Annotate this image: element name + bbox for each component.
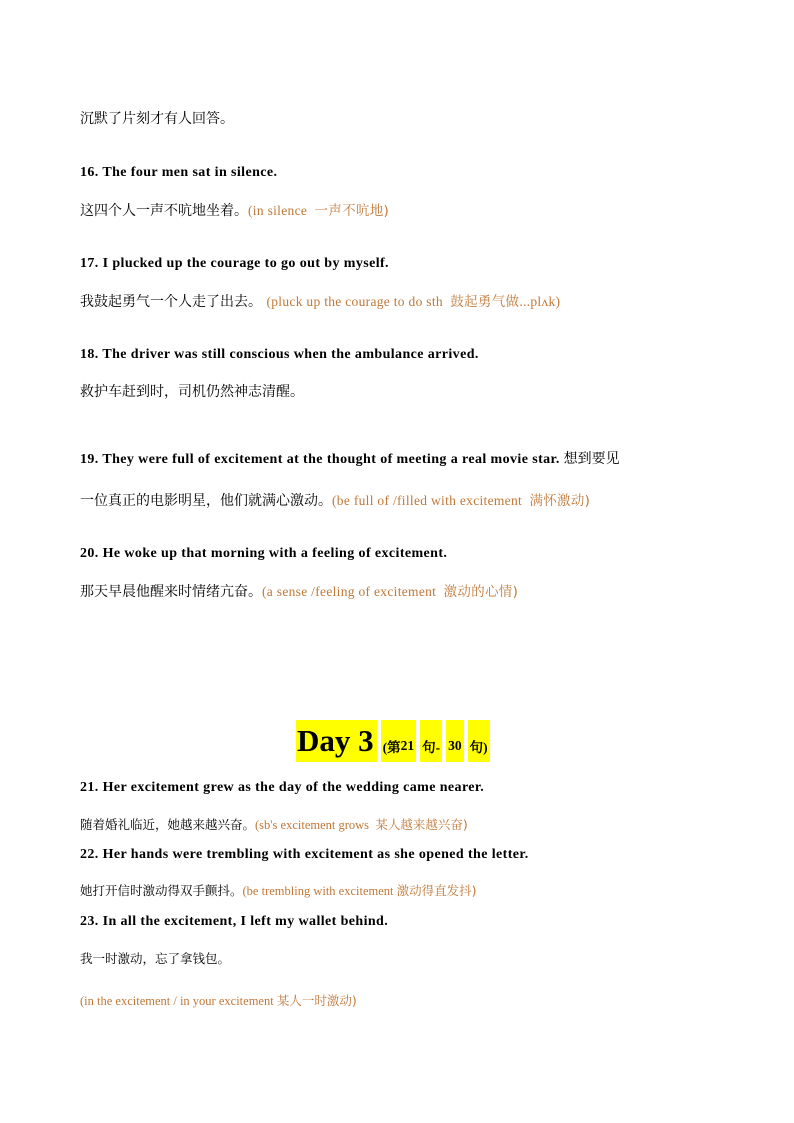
note-22-zh: 激动得直发抖): [396, 883, 477, 898]
sentence-19-note: [332, 493, 590, 508]
note-17-tail: ...plʌk): [519, 294, 561, 309]
sentence-19-en-line: [80, 448, 620, 468]
section-heading: [296, 720, 494, 762]
sentence-17-en: 17. I plucked up the courage to go out by myself.: [80, 256, 389, 271]
note-20-en: (a sense /feeling of excitement: [262, 584, 437, 599]
note-16-en: (in silence: [248, 203, 308, 218]
subtitle-start-number: 21: [400, 738, 415, 753]
sentence-22-zh-line: [80, 881, 477, 899]
sentence-21-zh: 随着婚礼临近，她越来越兴奋。: [80, 817, 256, 832]
sentence-22-en: 22. Her hands were trembling with excitement as she opened the letter.: [80, 847, 529, 862]
note-23-zh: 某人一时激动): [276, 993, 357, 1008]
note-21-en: (sb's excitement grows: [255, 818, 370, 832]
sentence-17-note: [266, 294, 560, 309]
note-23-en: (in the excitement / in your excitement: [80, 994, 274, 1008]
sentence-20-note: [262, 584, 518, 599]
section-subtitle-part4: [468, 720, 490, 762]
sentence-16-note: [248, 203, 389, 218]
subtitle-mid: 句-: [422, 740, 441, 755]
note-22-en: (be trembling with excitement: [242, 884, 394, 898]
sentence-20-zh: 那天早晨他醒来时情绪亢奋。: [80, 584, 262, 600]
note-19-zh: 满怀激动): [529, 493, 591, 509]
note-17-zh: 鼓起勇气做: [450, 294, 520, 310]
sentence-20-zh-line: [80, 580, 518, 601]
sentence-19-zh-start: 想到要见: [563, 451, 620, 467]
sentence-22-note: [243, 884, 477, 898]
note-16-zh: 一声不吭地): [314, 203, 390, 219]
sentence-21-zh-line: [80, 815, 468, 833]
sentence-22-zh: 她打开信时激动得双手颤抖。: [80, 883, 243, 898]
sentence-23-en: 23. In all the excitement, I left my wallet behind.: [80, 914, 389, 929]
sentence-16-zh-line: [80, 199, 389, 220]
section-title: Day 3: [296, 720, 377, 762]
subtitle-open: (第: [382, 740, 401, 755]
sentence-23-zh: 我一时激动，忘了拿钱包。: [80, 951, 231, 966]
sentence-16-zh: 这四个人一声不吭地坐着。: [80, 203, 248, 219]
note-21-zh: 某人越来越兴奋): [375, 817, 468, 832]
sentence-21-en: 21. Her excitement grew as the day of the wedding came nearer.: [80, 780, 485, 795]
section-subtitle-part1: [381, 720, 417, 762]
sentence-20-en: 20. He woke up that morning with a feeling of excitement.: [80, 546, 448, 561]
note-20-zh: 激动的心情): [443, 584, 519, 600]
subtitle-end-number: 30: [448, 738, 462, 753]
sentence-23-note: [80, 991, 357, 1009]
intro-sentence-zh: 沉默了片刻才有人回答。: [80, 111, 234, 127]
section-subtitle-part2: [420, 720, 442, 762]
sentence-17-zh: 我鼓起勇气一个人走了出去。: [80, 294, 262, 310]
sentence-19-en: 19. They were full of excitement at the thought of meeting a real movie star.: [80, 452, 560, 467]
sentence-21-note: [255, 818, 468, 832]
note-17-en: (pluck up the courage to do sth: [266, 294, 443, 309]
sentence-17-zh-line: [80, 290, 560, 311]
sentence-19-zh: 一位真正的电影明星，他们就满心激动。: [80, 493, 332, 509]
sentence-19-zh-line: [80, 489, 590, 510]
subtitle-close: 句): [469, 740, 488, 755]
sentence-16-en: 16. The four men sat in silence.: [80, 165, 278, 180]
sentence-18-zh: 救护车赶到时，司机仍然神志清醒。: [80, 384, 304, 400]
note-19-en: (be full of /filled with excitement: [332, 493, 523, 508]
sentence-18-en: 18. The driver was still conscious when the ambulance arrived.: [80, 347, 479, 362]
section-subtitle-part3: [446, 720, 464, 762]
